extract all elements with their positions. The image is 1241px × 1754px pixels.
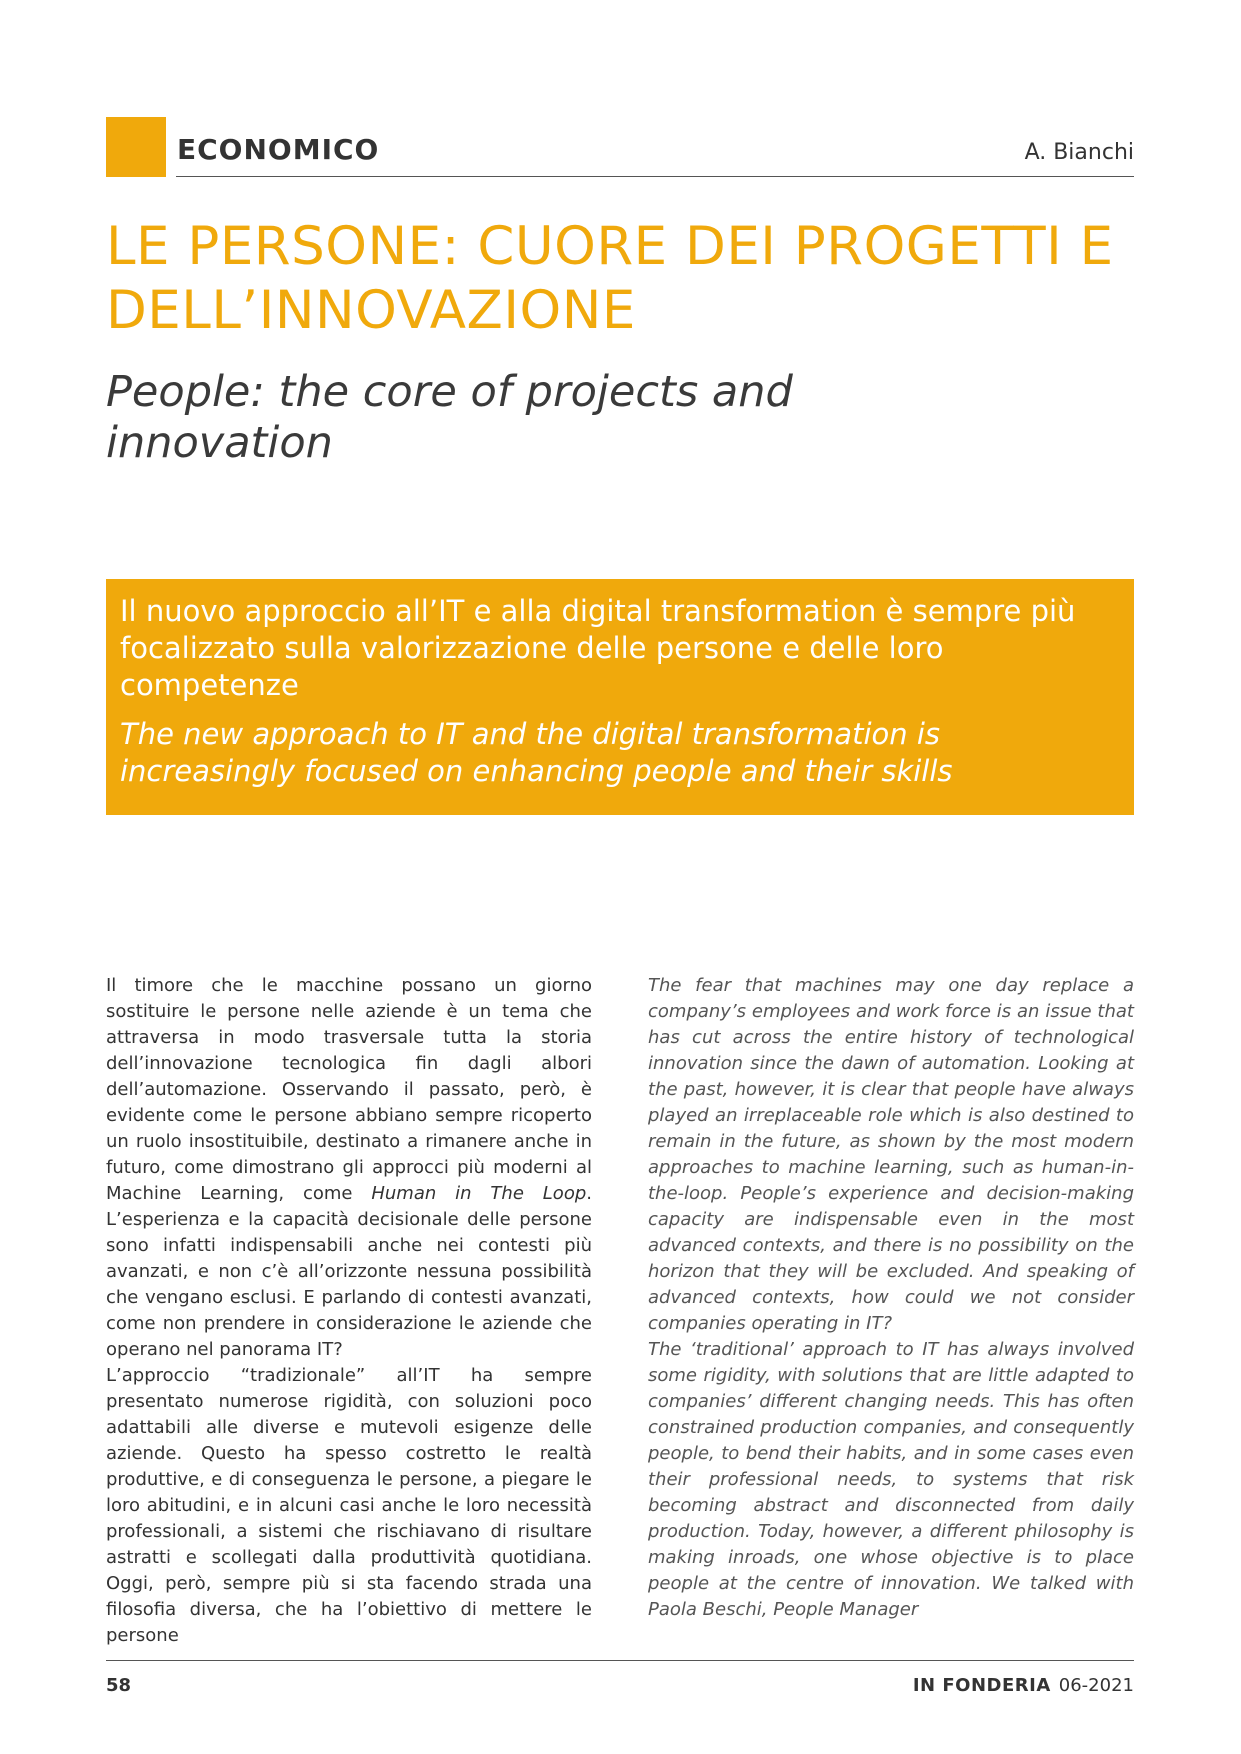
section-label: ECONOMICO: [177, 133, 380, 166]
body-paragraph: The ‘traditional’ approach to IT has always involved some rigidity, with solutions that are little adapted to companies’ different changing needs. This has often constrained production companies, and consequently people, to bend their habits, and in some cases even their professional needs, to systems that risk becoming abstract and disconnected from daily production. Today, however, a different philosophy is making inroads, one whose objective is to place people at the centre of innovation. We talked with Paola Beschi, People Manager: [648, 1339, 1134, 1620]
section-accent-square: [106, 117, 166, 177]
body-text: . L’esperienza e la capacità decisionale delle persone sono infatti indispensabili anche nei contesti più avanzati, e non c’è all’orizzonte nessuna possibilità che vengano esclusi. E parlando di contesti avanzati, come non prendere in considerazione le aziende che operano nel panorama IT?: [106, 1183, 592, 1360]
footer-publication: [913, 1675, 1134, 1696]
lede-italian: Il nuovo approccio all’IT e alla digital transformation è sempre più focalizzato sulla valorizzazione delle persone e delle loro competenze: [120, 594, 1076, 702]
lede-box: [106, 579, 1134, 815]
page-number: 58: [106, 1675, 132, 1696]
lede-english: The new approach to IT and the digital transformation is increasingly focused on enhancing people and their skills: [120, 717, 953, 788]
issue-number: 06-2021: [1058, 1675, 1134, 1696]
header-divider: [176, 176, 1134, 177]
author-name: A. Bianchi: [1024, 140, 1134, 165]
footer-divider: [106, 1660, 1134, 1661]
body-paragraph: [106, 973, 592, 1363]
body-text: Il timore che le macchine possano un giorno sostituire le persone nelle aziende è un tema che attraversa in modo trasversale tutta la storia dell’innovazione tecnologica fin dagli albori dell’automazione. Osservando il passato, però, è evidente come le persone abbiano sempre ricoperto un ruolo insostituibile, destinato a rimanere anche in futuro, come dimostrano gli approcci più moderni al Machine Learning, come: [106, 975, 592, 1204]
title-italian: LE PERSONE: CUORE DEI PROGETTI E DELL’INNOVAZIONE: [106, 216, 1114, 341]
body-column-italian: [106, 973, 592, 1649]
body-column-english: [648, 973, 1134, 1623]
publication-name: IN FONDERIA: [912, 1675, 1051, 1696]
title-english: People: the core of projects and innovation: [106, 367, 793, 468]
body-paragraph: The fear that machines may one day replace a company’s employees and work force is an issue that has cut across the entire history of technological innovation since the dawn of automation. Looking at the past, however, it is clear that people have always played an irreplaceable role which is also destined to remain in the future, as shown by the most modern approaches to machine learning, such as human-in-the-loop. People’s experience and decision-making capacity are indispensable even in the most advanced contexts, and there is no possibility on the horizon that they will be excluded. And speaking of advanced contexts, how could we not consider companies operating in IT?: [648, 975, 1134, 1334]
body-paragraph: L’approccio “tradizionale” all’IT ha sempre presentato numerose rigidità, con soluzioni poco adattabili alle diverse e mutevoli esigenze delle aziende. Questo ha spesso costretto le realtà produttive, e di conseguenza le persone, a piegare le loro abitudini, e in alcuni casi anche le loro necessità professionali, a sistemi che rischiavano di risultare astratti e scollegati dalla produttività quotidiana. Oggi, però, sempre più si sta facendo strada una filosofia diversa, che ha l’obiettivo di mettere le persone: [106, 1365, 592, 1646]
body-emphasis: Human in The Loop: [371, 1183, 587, 1204]
